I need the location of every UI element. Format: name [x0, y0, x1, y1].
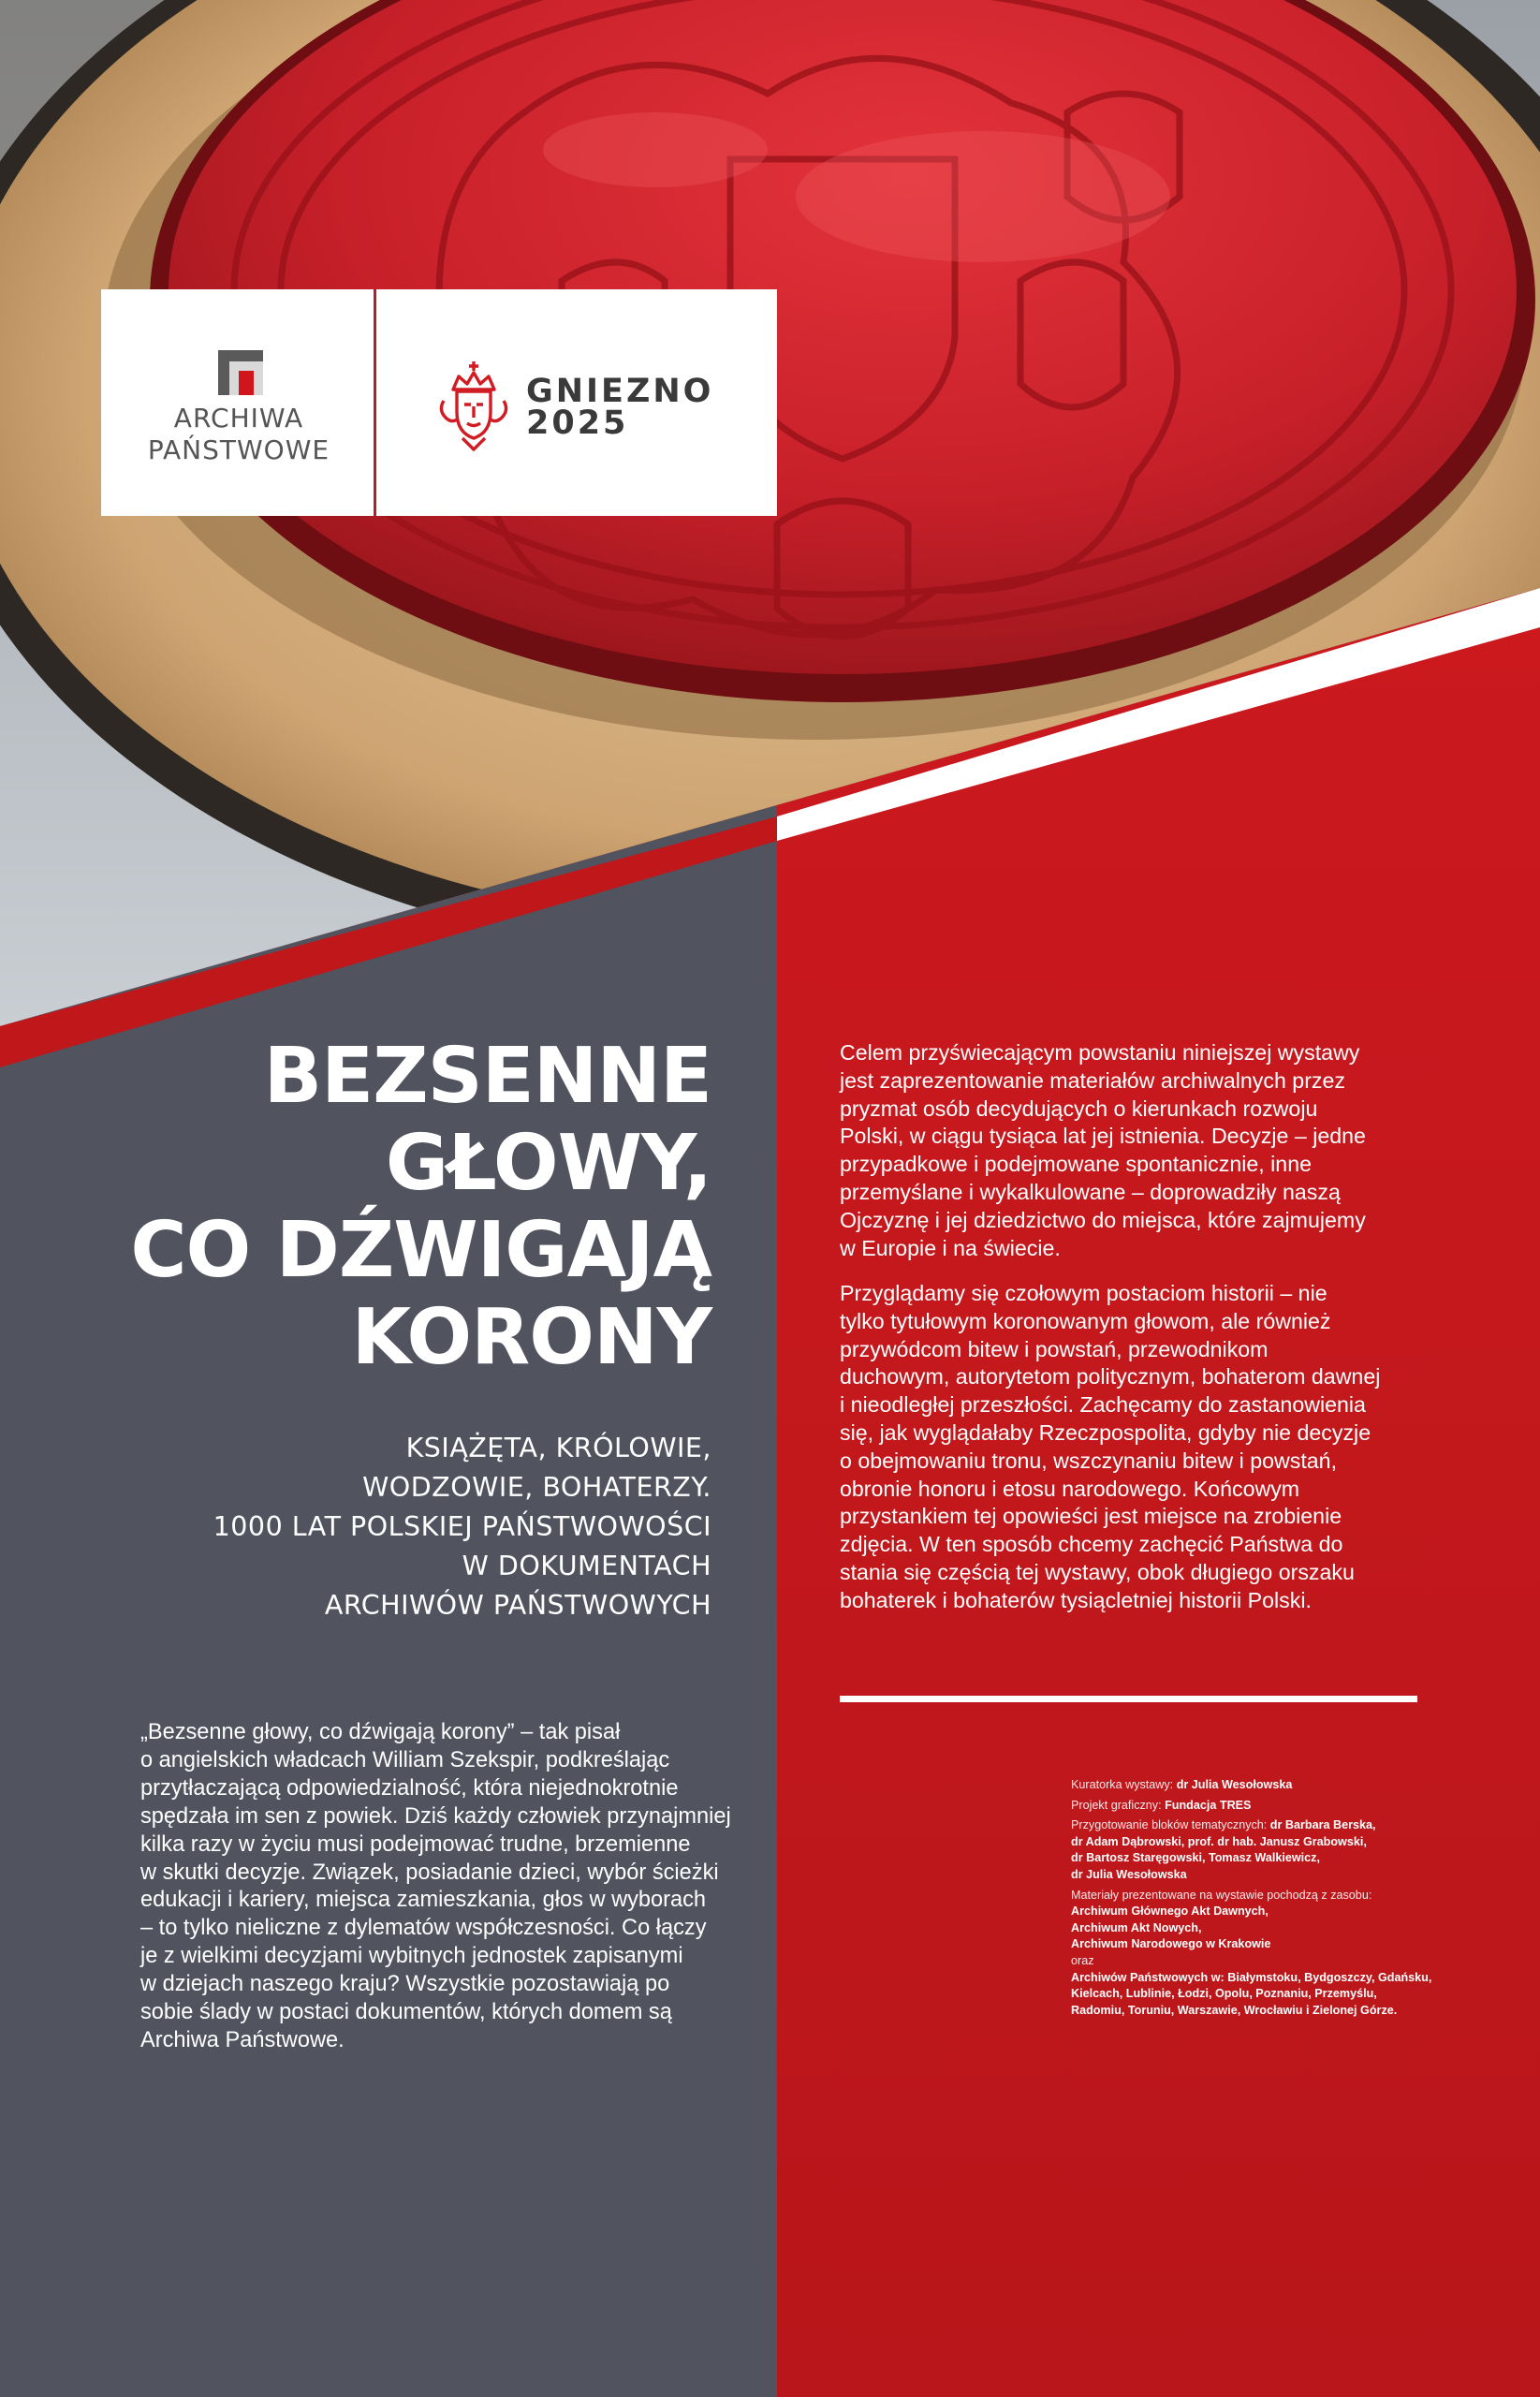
exhibition-credits — [1071, 1777, 1464, 2019]
paragraph-line: Polski, w ciągu tysiąca lat jej istnienia. Decyzje – jedne — [840, 1124, 1366, 1149]
paragraph-line: tylko tytułowym koronowanym głowom, ale również — [840, 1308, 1331, 1333]
paragraph-line: stania się częścią tej wystawy, obok długiego orszaku — [840, 1559, 1355, 1584]
credit-value: Archiwum Narodowego w Krakowie — [1071, 1937, 1271, 1951]
intro-paragraph — [140, 1719, 731, 2055]
intro-line: w skutki decyzje. Związek, posiadanie dzieci, wybór ścieżki — [140, 1860, 719, 1885]
credit-value: Fundacja TRES — [1165, 1798, 1252, 1812]
crowned-head-icon — [436, 358, 511, 453]
credit-value: dr Julia Wesołowska — [1176, 1778, 1293, 1791]
credit-design — [1071, 1798, 1464, 1815]
paragraph-line: o obejmowaniu tronu, wszczynaniu bitew i powstań, — [840, 1448, 1338, 1473]
archiwa-logo-text-1: ARCHIWA — [173, 403, 304, 434]
intro-line: je z wielkimi decyzjami wybitnych jednostek zapisanymi — [140, 1944, 683, 1969]
paragraph-line: przywódcom bitew i powstań, przewodnikom — [840, 1336, 1269, 1361]
title-line: BEZSENNE — [263, 1032, 711, 1121]
credit-value: Radomiu, Toruniu, Warszawie, Wrocławiu i Zielonej Górze. — [1071, 2003, 1398, 2017]
intro-line: Archiwa Państwowe. — [140, 2027, 345, 2052]
subtitle-line: W DOKUMENTACH — [462, 1551, 711, 1581]
credit-label: Kuratorka wystawy: — [1071, 1778, 1177, 1791]
credit-value: dr Julia Wesołowska — [1071, 1867, 1187, 1881]
credit-label: Przygotowanie bloków tematycznych: — [1071, 1818, 1270, 1832]
credit-value: Kielcach, Lublinie, Łodzi, Opolu, Poznaniu, Przemyślu, — [1071, 1987, 1377, 2001]
credit-blocks — [1071, 1817, 1464, 1834]
paragraph-line: obronie honoru i etosu narodowego. Końcowym — [840, 1476, 1300, 1501]
paragraph-line: się, jak wyglądałaby Rzeczpospolita, gdyby nie decyzje — [840, 1419, 1371, 1445]
intro-line: edukacji i kariery, miejsca zamieszkania, głos w wyborach — [140, 1888, 707, 1913]
paragraph-line: w Europie i na świecie. — [840, 1235, 1061, 1260]
intro-line: przytłaczającą odpowiedzialność, która niejednokrotnie — [140, 1775, 679, 1801]
archiwa-logo-text-2: PAŃSTWOWE — [147, 434, 330, 465]
title-line: CO DŹWIGAJĄ — [130, 1206, 711, 1295]
intro-line: sobie ślady w postaci dokumentów, których domem są — [140, 2000, 672, 2025]
paragraph-line: przemyślane i wykalkulowane – doprowadziły naszą — [840, 1179, 1341, 1204]
paragraph-line: bohaterek i bohaterów tysiącletniej historii Polski. — [840, 1587, 1312, 1612]
intro-line: spędzała im sen z powiek. Dziś każdy człowiek przynajmniej — [140, 1803, 731, 1829]
paragraph-line: Celem przyświecającym powstaniu niniejszej wystawy — [840, 1040, 1360, 1065]
subtitle-line: 1000 LAT POLSKIEJ PAŃSTWOWOŚCI — [213, 1511, 711, 1542]
credit-label: Projekt graficzny: — [1071, 1798, 1166, 1812]
description-paragraph-1 — [840, 1039, 1413, 1262]
divider-rule — [840, 1696, 1417, 1702]
intro-line: „Bezsenne głowy, co dźwigają korony” – tak pisał — [140, 1720, 621, 1744]
credit-value: dr Bartosz Staręgowski, Tomasz Walkiewicz, — [1071, 1851, 1320, 1865]
credit-label: Materiały prezentowane na wystawie pochodzą z zasobu: — [1071, 1888, 1372, 1902]
paragraph-line: Ojczyznę i jej dziedzictwo do miejsca, które zajmujemy — [840, 1207, 1366, 1232]
credit-value: dr Barbara Berska, — [1269, 1818, 1376, 1832]
title-line: KORONY — [351, 1293, 711, 1382]
credit-value: Archiwum Akt Nowych, — [1071, 1920, 1202, 1934]
title-line: GŁOWY, — [385, 1119, 711, 1208]
credit-label: oraz — [1071, 1953, 1094, 1967]
paragraph-line: i nieodległej przeszłości. Zachęcamy do zastanowienia — [840, 1392, 1366, 1418]
subtitle-line: WODZOWIE, BOHATERZY. — [362, 1472, 711, 1503]
paragraph-line: zdjęcia. W ten sposób chcemy zachęcić Państwa do — [840, 1532, 1343, 1557]
exhibition-subtitle — [56, 1429, 711, 1625]
credit-value: Archiwów Państwowych w: Białymstoku, Bydgoszczy, Gdańsku, — [1071, 1970, 1432, 1984]
gniezno-2025-logo — [376, 289, 777, 516]
paragraph-line: Przyglądamy się czołowym postaciom historii – nie — [840, 1281, 1327, 1305]
gniezno-logo-text-1: GNIEZNO — [526, 373, 714, 410]
paragraph-line: przypadkowe i podejmowane spontanicznie, inne — [840, 1152, 1312, 1177]
archiwa-mark-icon — [218, 350, 263, 395]
exhibition-title — [56, 1033, 711, 1381]
paragraph-line: jest zaprezentowanie materiałów archiwalnych przez — [840, 1067, 1346, 1093]
archiwa-panstwowe-logo — [101, 289, 376, 516]
credit-curator — [1071, 1777, 1464, 1794]
logo-strip — [101, 289, 777, 516]
credit-value: Archiwum Głównego Akt Dawnych, — [1071, 1904, 1269, 1919]
paragraph-line: pryzmat osób decydujących o kierunkach rozwoju — [840, 1096, 1318, 1121]
credit-value: dr Adam Dąbrowski, prof. dr hab. Janusz Grabowski, — [1071, 1834, 1367, 1848]
intro-line: – to tylko nieliczne z dylematów współczesności. Co łączy — [140, 1916, 707, 1941]
description-paragraph-2 — [840, 1280, 1413, 1615]
intro-line: w dziejach naszego kraju? Wszystkie pozostawiają po — [140, 1972, 670, 1997]
paragraph-line: duchowym, autorytetom politycznym, bohaterom dawnej — [840, 1364, 1381, 1390]
gniezno-logo-text-2: 2025 — [526, 404, 629, 442]
subtitle-line: ARCHIWÓW PAŃSTWOWYCH — [324, 1590, 711, 1621]
intro-line: kilka razy w życiu musi podejmować trudne, brzemienne — [140, 1831, 691, 1857]
subtitle-line: KSIĄŻĘTA, KRÓLOWIE, — [405, 1433, 711, 1463]
paragraph-line: przystankiem tej opowieści jest miejsce na zrobienie — [840, 1504, 1342, 1529]
intro-line: o angielskich władcach William Szekspir, podkreślając — [140, 1747, 670, 1772]
